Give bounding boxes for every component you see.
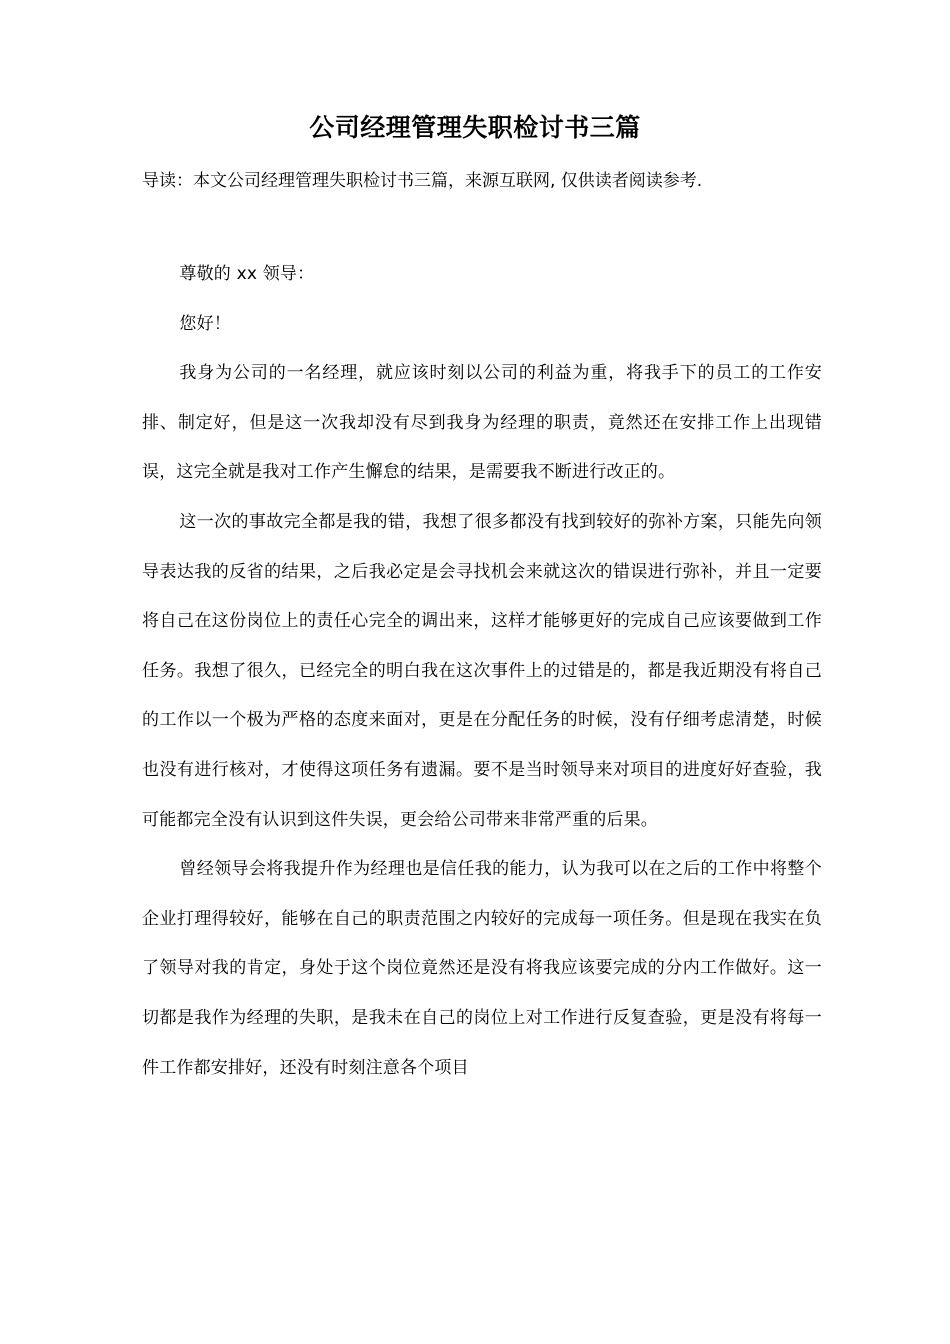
document-title: 公司经理管理失职检讨书三篇 [309,113,641,142]
salutation: 尊敬的 xx 领导： [179,264,315,284]
body-paragraph: 曾经领导会将我提升作为经理也是信任我的能力，认为我可以在之后的工作中将整个企业打理得较好，能够在自己的职责范围之内较好的完成每一项任务。但是现在我实在负了领导对我的肯定，身处于这个岗位竟然还是没有将我应该要完成的分内工作做好。这一切都是我作为经理的失职，是我未在自己的岗位上对工作进行反复查验，更是没有将每一件工作都安排好，还没有时刻注意各个项目 [142,859,822,1078]
greeting: 您好！ [179,313,231,334]
document-body [142,250,822,1093]
document-intro: 导读：本文公司经理管理失职检讨书三篇，来源互联网, 仅供读者阅读参考. [142,171,703,191]
body-paragraph: 我身为公司的一名经理，就应该时刻以公司的利益为重，将我手下的员工的工作安排、制定好，但是这一次我却没有尽到我身为经理的职责，竟然还在安排工作上出现错误，这完全就是我对工作产生懈怠的结果，是需要我不断进行改正的。 [142,363,822,483]
body-paragraph: 这一次的事故完全都是我的错，我想了很多都没有找到较好的弥补方案，只能先向领导表达我的反省的结果，之后我必定是会寻找机会来就这次的错误进行弥补，并且一定要将自己在这份岗位上的责任心完全的调出来，这样才能够更好的完成自己应该要做到工作任务。我想了很久，已经完全的明白我在这次事件上的过错是的，都是我近期没有将自己的工作以一个极为严格的态度来面对，更是在分配任务的时候，没有仔细考虑清楚，时候也没有进行核对，才使得这项任务有遗漏。要不是当时领导来对项目的进度好好查验，我可能都完全没有认识到这件失误，更会给公司带来非常严重的后果。 [142,511,822,830]
